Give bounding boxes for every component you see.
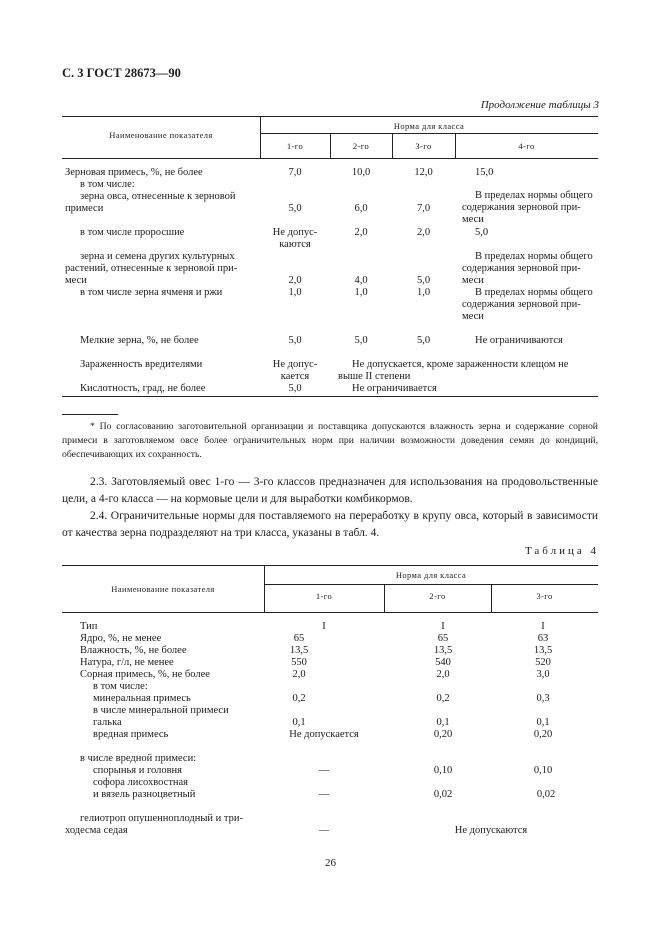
t4-cell: — (318, 765, 330, 776)
t3-cell: меси (462, 311, 484, 322)
t4-cell: I (541, 621, 545, 632)
table4-class-1: 1-го (315, 591, 333, 601)
t4-label: гелиотроп опушенноплодный и три- (80, 813, 244, 824)
table4-subheader-line (264, 584, 598, 585)
t3-cell: 7,0 (416, 203, 431, 214)
t4-cell: 0,1 (436, 717, 450, 728)
table3-class-1: 1-го (286, 141, 304, 151)
table4-top-border (62, 565, 598, 566)
t4-label: и вязель разноцветный (93, 789, 196, 800)
t3-cell: 15,0 (475, 167, 494, 178)
t3-cell: содержания зерновой при- (462, 202, 581, 213)
t3-cell: 5,0 (288, 335, 302, 346)
table3-bottom-border (62, 396, 598, 397)
t4-cell: 0,20 (433, 729, 453, 740)
t4-cell: I (441, 621, 445, 632)
table3-col-norm-header: Норма для класса (393, 121, 465, 131)
t4-cell: 0,20 (533, 729, 553, 740)
table3-class-2: 2-го (352, 141, 370, 151)
paragraph-2-4: 2.4. Ограничительные нормы для поставляемого на переработку в крупу овса, который в зависимости от качества зерна подразделяют на три класса, указаны в табл. 4. (62, 510, 598, 539)
t4-cell: Не допускаются (454, 825, 528, 836)
t3-label: зерна овса, отнесенные к зерновой (80, 191, 236, 202)
t3-cell: 2,0 (288, 275, 302, 286)
t4-label: спорынья и головня (93, 765, 182, 776)
t4-label: Тип (80, 621, 98, 632)
paragraph-2-3: 2.3. Заготовляемый овес 1-го — 3-го классов предназначен для использования на продовольственные цели, а 4-го класса — на кормовые цели и для выработки комбикормов. (62, 476, 598, 505)
t4-cell: 0,10 (433, 765, 453, 776)
t3-label: Кислотность, град, не более (80, 383, 206, 394)
t3-label: растений, отнесенные к зерновой при- (65, 263, 238, 274)
footnote-rule (62, 414, 118, 415)
t3-label: Зараженность вредителями (80, 359, 203, 370)
t4-label: вредная примесь (93, 729, 169, 740)
t4-cell: I (322, 621, 326, 632)
t4-cell: 0,3 (536, 693, 550, 704)
t3-label: в том числе проросшие (80, 227, 185, 238)
t4-cell: 0,02 (433, 789, 453, 800)
t3-cell: 5,0 (288, 383, 302, 394)
t3-cell: Не допус- (272, 359, 318, 370)
t3-cell: содержания зерновой при- (462, 263, 581, 274)
t3-cell: 5,0 (475, 227, 489, 238)
table4-header-bottom (62, 612, 598, 613)
t4-label: Натура, г/л, не менее (80, 657, 174, 668)
t3-cell: 1,0 (288, 287, 302, 298)
t4-cell: 0,1 (292, 717, 306, 728)
t4-cell: 0,1 (536, 717, 550, 728)
t4-label: Сорная примесь, %, не более (80, 669, 210, 680)
table3-col-name-header: Наименование показателя (109, 130, 213, 140)
t4-label: Ядро, %, не менее (80, 633, 162, 644)
t3-cell: 7,0 (288, 167, 302, 178)
t3-cell: меси (462, 214, 484, 225)
t4-cell: 65 (293, 633, 305, 644)
t4-cell: 63 (537, 633, 549, 644)
t3-cell: В пределах нормы общего (475, 287, 593, 298)
table4-class-3: 3-го (536, 591, 553, 601)
t4-label: в числе вредной примеси: (80, 753, 197, 764)
t4-cell: 13,5 (289, 645, 309, 656)
t3-label: в том числе зерна ячменя и ржи (80, 287, 223, 298)
table3-header-bottom (62, 158, 598, 159)
t4-label: ходесма седая (65, 825, 128, 836)
t3-cell: В пределах нормы общего (475, 251, 593, 262)
page-number: 26 (325, 857, 336, 869)
page-header: С. 3 ГОСТ 28673—90 (62, 66, 181, 80)
table3-class-4: 4-го (518, 141, 535, 151)
table3-subheader-line (260, 133, 598, 134)
t4-cell: 0,2 (436, 693, 450, 704)
t4-label: Влажность, %, не более (80, 645, 187, 656)
t3-cell: 5,0 (354, 335, 368, 346)
t4-cell: — (318, 825, 330, 836)
t4-cell: — (318, 789, 330, 800)
t3-cell: 2,0 (354, 227, 368, 238)
t4-cell: 2,0 (292, 669, 306, 680)
t3-cell: 1,0 (354, 287, 368, 298)
t4-cell: 520 (535, 657, 551, 668)
t4-label: в числе минеральной примеси (93, 705, 229, 716)
t4-cell: Не допускается (289, 729, 359, 740)
t4-cell: 13,5 (433, 645, 453, 656)
t4-label: в том числе: (93, 681, 148, 692)
table4-col-norm-header: Норма для класса (395, 570, 467, 580)
t3-cell: содержания зерновой при- (462, 299, 581, 310)
t3-cell: 10,0 (351, 167, 371, 178)
t3-cell: 1,0 (416, 287, 431, 298)
t3-cell: кается (280, 371, 310, 382)
table3-top-border (62, 116, 598, 117)
t3-label: примеси (65, 203, 104, 214)
table3-class-3: 3-го (415, 141, 432, 151)
t3-cell: 5,0 (416, 275, 431, 286)
t4-cell: 0,10 (533, 765, 553, 776)
t3-cell: Не допус- (272, 227, 318, 238)
t3-cell: меси (462, 275, 484, 286)
t3-cell: Не ограничиваются (475, 335, 563, 346)
t4-cell: 65 (437, 633, 449, 644)
t4-label: софора лисохвостная (93, 777, 189, 788)
table4-class-2: 2-го (429, 591, 446, 601)
t3-cell: В пределах нормы общего (475, 190, 593, 201)
t3-cell: 6,0 (354, 203, 368, 214)
t3-label: Мелкие зерна, %, не более (80, 335, 199, 346)
t4-cell: 3,0 (536, 669, 550, 680)
footnote: * По согласованию заготовительной организации и поставщика допускаются влажность зерна и содержание сорной примеси в заготовляемом овсе более ограничительных норм при наличии возможности доведения семян до кондиций, обеспечивающих их сохранность. (62, 421, 598, 460)
t3-cell: выше II степени (338, 371, 411, 382)
t3-cell: Не допускается, кроме зараженности клещом не (352, 359, 569, 370)
t4-label: минеральная примесь (93, 693, 191, 704)
t3-cell: 4,0 (354, 275, 368, 286)
t4-cell: 13,5 (533, 645, 553, 656)
t3-cell: 5,0 (288, 203, 302, 214)
t4-cell: 550 (291, 657, 307, 668)
t4-cell: 0,02 (536, 789, 556, 800)
table4-col-name-header: Наименование показателя (111, 584, 215, 594)
t4-label: галька (93, 717, 122, 728)
t3-label: в том числе: (80, 179, 135, 190)
t4-cell: 2,0 (436, 669, 450, 680)
table4-caption: Таблица 4 (524, 545, 599, 557)
t3-label: Зерновая примесь, %, не более (65, 167, 203, 178)
t3-label: зерна и семена других культурных (80, 251, 235, 262)
t4-cell: 0,2 (292, 693, 306, 704)
t4-cell: 540 (435, 657, 451, 668)
t3-cell: 2,0 (416, 227, 431, 238)
t3-label: меси (65, 275, 87, 286)
t3-cell: 12,0 (414, 167, 433, 178)
t3-cell: 5,0 (416, 335, 431, 346)
t3-cell: каются (279, 239, 311, 250)
t3-cell: Не ограничивается (352, 383, 437, 394)
table-continuation-label: Продолжение таблицы 3 (480, 99, 599, 111)
